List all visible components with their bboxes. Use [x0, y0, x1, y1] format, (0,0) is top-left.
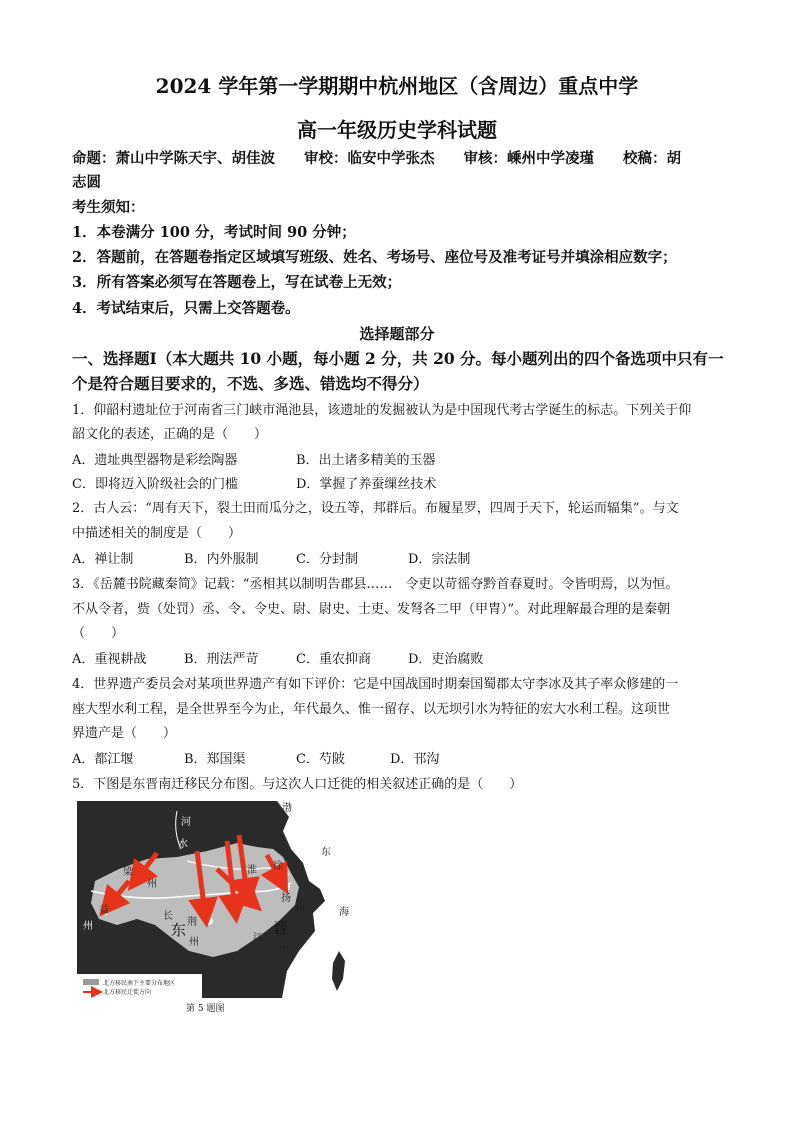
exam-subtitle: 高一年级历史学科试题: [297, 118, 497, 142]
q1-stem-line-1: 1．仰韶村遗址位于河南省三门峡市渑池县，该遗址的发掘被认为是中国现代考古学诞生的标志。下列关于仰: [72, 403, 692, 418]
map-label-hai: 海: [339, 907, 349, 918]
notice-item-1: 1．本卷满分 100 分，考试时间 90 分钟；: [72, 224, 356, 241]
map-label-zhou-3: 州: [189, 937, 199, 948]
q3-stem-line-3: （ ）: [72, 626, 125, 641]
map-label-bohai: 渤: [282, 803, 292, 814]
q5-stem-line-1: 5．下图是东晋南迁移民分布图。与这次人口迁徙的相关叙述正确的是（ ）: [72, 777, 523, 792]
q3-stem-line-1: 3．《岳麓书院藏秦简》记载：“丞相其以制明告郡县…… 令吏以苛徭夺黔首春夏时。令皆明焉，以为恒。: [72, 577, 679, 592]
map-label-yang: 扬: [281, 893, 291, 904]
map-label-he: 河: [181, 817, 191, 828]
map-label-jin: 晋: [273, 919, 289, 937]
q2-option-c[interactable]: C．分封制: [296, 552, 358, 567]
q1-option-a[interactable]: A．遗址典型器物是彩绘陶器: [72, 453, 238, 468]
notice-item-3: 3．所有答案必须写在答题卷上，写在试卷上无效；: [72, 274, 402, 291]
map-label-jiang: 江: [253, 933, 263, 944]
q1-option-c[interactable]: C．即将迈入阶级社会的门槛: [72, 477, 238, 492]
map-caption: 第 5 题图: [186, 1004, 225, 1014]
legend-arrow-label: 北方移民迁徙方向: [103, 989, 152, 996]
section-title: 选择题部分: [359, 325, 435, 343]
q1-options-row-2: [72, 473, 436, 492]
q4-stem-line-1: 4．世界遗产委员会对某项世界遗产有如下评价：它是中国战国时期秦国蜀郡太守李冰及其子率众修建的一: [72, 677, 679, 692]
q1-option-b[interactable]: B．出土诸多精美的玉器: [296, 453, 436, 468]
exam-title: 2024 学年第一学期期中杭州地区（含周边）重点中学: [155, 74, 639, 98]
q1-option-d[interactable]: D．掌握了养蚕缫丝技术: [296, 477, 437, 492]
map-label-yi: 益: [99, 905, 109, 916]
map-label-zhou-1: 州: [147, 879, 157, 890]
q4-option-d[interactable]: D．邗沟: [390, 752, 440, 767]
q2-stem-line-1: 2．古人云：“周有天下，裂土田而瓜分之，设五等，邦群后。布履星罗，四周于天下，轮运而辐集”。与文: [72, 501, 679, 516]
q1-stem-line-2: 韶文化的表述，正确的是（ ）: [72, 427, 268, 442]
map-label-dong-top: 东: [321, 847, 331, 858]
map-label-shui: 水: [178, 839, 188, 850]
city-marker: [205, 917, 213, 925]
notice-heading: 考生须知：: [72, 199, 145, 216]
q2-option-a[interactable]: A．禅让制: [72, 552, 134, 567]
map-label-huai: 淮: [247, 865, 257, 876]
q3-options: [72, 648, 483, 667]
q3-stem-line-2: 不从令者，赀（处罚）丞、令、令史、尉、尉史、士吏、发弩各二甲（甲胄）”。对此理解最合理的是秦朝: [72, 602, 671, 617]
q1-options-row-1: [72, 449, 436, 468]
legend-region-label: 北方移民南下主要分布地区: [103, 980, 176, 987]
q4-option-c[interactable]: C．芍陂: [296, 752, 345, 767]
credits-line-2: 志圆: [72, 174, 101, 191]
map-label-zhou-5: 州: [279, 943, 289, 954]
q2-stem-line-2: 中描述相关的制度是（ ）: [72, 526, 242, 541]
q4-stem-line-2: 座大型水利工程，是全世界至今为止，年代最久、惟一留存、以无坝引水为特征的宏大水利工程。这项世: [72, 702, 671, 717]
notice-item-2: 2．答题前，在答题卷指定区域填写班级、姓名、考场号、座位号及准考证号并填涂相应数字；: [72, 249, 677, 266]
q3-option-a[interactable]: A．重视耕战: [72, 652, 147, 667]
q4-stem-line-3: 界遗产是（ ）: [72, 726, 177, 741]
section-intro-line-2: 个是符合题目要求的，不选、多选、错选均不得分）: [72, 374, 429, 393]
eastern-jin-migration-map: [77, 801, 360, 998]
map-label-zhou-4: 州: [295, 905, 305, 916]
q3-option-c[interactable]: C．重农抑商: [296, 652, 371, 667]
section-intro-line-1: 一、选择题Ⅰ（本大题共 10 小题，每小题 2 分，共 20 分。每小题列出的四个备选项中只有一: [72, 349, 724, 368]
q2-option-b[interactable]: B．内外服制: [184, 552, 259, 567]
map-label-dong-big: 东: [171, 921, 187, 939]
map-label-chang: 长: [163, 911, 173, 922]
map-label-xu: 徐: [273, 861, 283, 872]
map-label-jing: 荆: [187, 917, 197, 928]
q3-option-b[interactable]: B．刑法严苛: [184, 652, 259, 667]
q3-option-d[interactable]: D．吏治腐败: [408, 652, 484, 667]
city-marker: [284, 884, 290, 890]
map-label-liang: 梁: [123, 867, 133, 878]
notice-item-4: 4．考试结束后，只需上交答题卷。: [72, 300, 300, 317]
legend-region-swatch: [83, 979, 99, 985]
map-label-zhou-2: 州: [83, 921, 93, 932]
q2-option-d[interactable]: D．宗法制: [408, 552, 471, 567]
q2-options: [72, 548, 470, 567]
q4-option-b[interactable]: B．郑国渠: [184, 752, 246, 767]
q4-options: [72, 748, 439, 767]
credits-line-1: 命题：萧山中学陈天宇、胡佳波 审校：临安中学张杰 审核：嵊州中学凌瑾 校稿：胡: [72, 150, 681, 167]
q4-option-a[interactable]: A．都江堰: [72, 752, 134, 767]
